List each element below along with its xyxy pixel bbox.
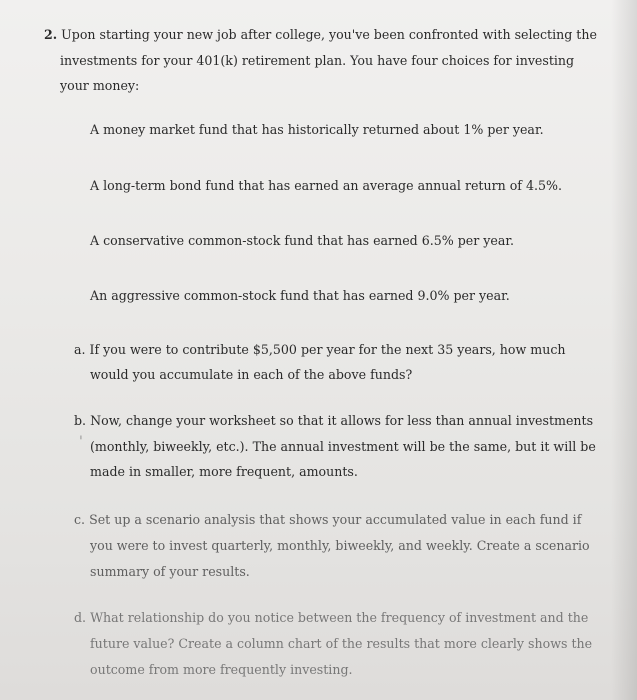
part-a-line-1 — [74, 341, 566, 359]
choice-aggressive-stock: An aggressive common-stock fund that has earned 9.0% per year. — [90, 288, 510, 303]
part-a-label: a. — [74, 342, 86, 357]
part-b-text-2: (monthly, biweekly, etc.). The annual investment will be the same, but it will be — [90, 439, 596, 454]
part-b-text-1: Now, change your worksheet so that it allows for less than annual investments — [90, 413, 594, 428]
stray-mark: ' — [79, 434, 83, 450]
part-a-text-2: would you accumulate in each of the above funds? — [90, 367, 413, 382]
part-b-label: b. — [74, 413, 87, 428]
part-b-line-1 — [74, 412, 593, 430]
part-d-text-3: outcome from more frequently investing. — [90, 662, 353, 677]
question-number: 2. — [44, 27, 58, 42]
choice-money-market: A money market fund that has historically returned about 1% per year. — [90, 122, 544, 137]
part-d-label: d. — [74, 610, 87, 625]
choice-bond-fund: A long-term bond fund that has earned an average annual return of 4.5%. — [90, 178, 562, 193]
question-intro-text-3: your money: — [60, 78, 140, 93]
part-a-text-1: If you were to contribute $5,500 per year for the next 35 years, how much — [89, 342, 566, 357]
part-c-text-1: Set up a scenario analysis that shows your accumulated value in each fund if — [89, 512, 582, 527]
part-d-text-2: future value? Create a column chart of the results that more clearly shows the — [90, 636, 593, 651]
question-intro-text-1: Upon starting your new job after college, you've been confronted with selecting the — [61, 27, 597, 42]
question-line-1 — [44, 26, 597, 44]
part-c-text-2: you were to invest quarterly, monthly, biweekly, and weekly. Create a scenario — [90, 538, 590, 553]
page-edge-shadow — [611, 0, 637, 700]
choice-conservative-stock: A conservative common-stock fund that has earned 6.5% per year. — [90, 233, 514, 248]
part-c-text-3: summary of your results. — [90, 564, 250, 579]
part-b-text-3: made in smaller, more frequent, amounts. — [90, 464, 358, 479]
part-d-text-1: What relationship do you notice between the frequency of investment and the — [90, 610, 589, 625]
part-c-line-1 — [74, 511, 581, 529]
part-d-line-1 — [74, 609, 588, 627]
part-c-label: c. — [74, 512, 86, 527]
question-intro-text-2: investments for your 401(k) retirement plan. You have four choices for investing — [60, 53, 575, 68]
